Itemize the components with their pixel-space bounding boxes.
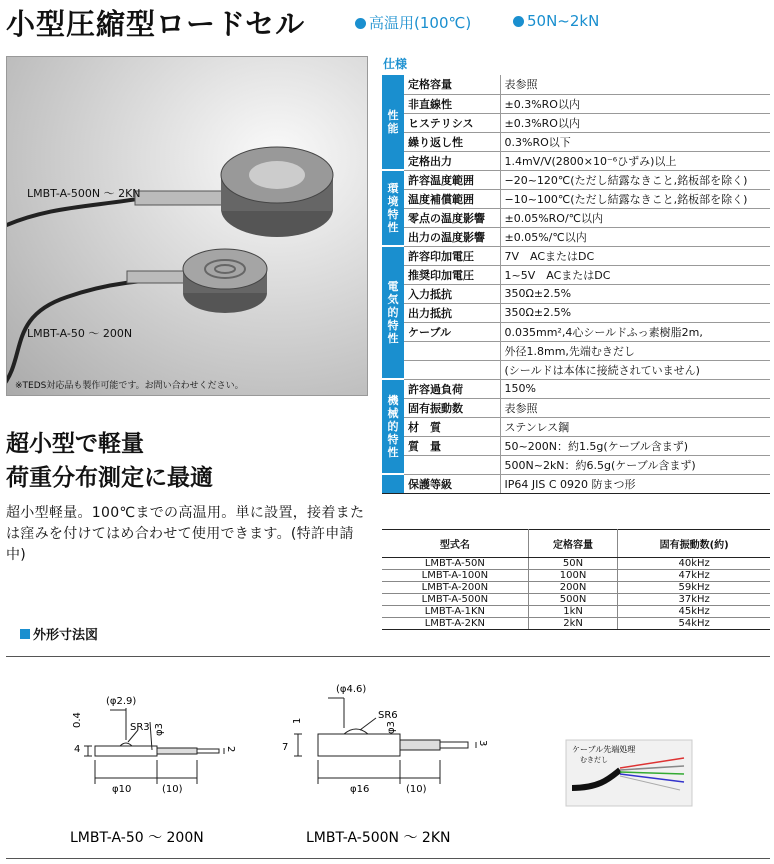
small-boss-diameter: (φ2.9) bbox=[106, 696, 137, 707]
large-end-height: 3 bbox=[477, 740, 488, 747]
spec-key: 推奨印加電圧 bbox=[404, 265, 500, 284]
spec-key: 定格出力 bbox=[404, 151, 500, 170]
spec-key bbox=[404, 455, 500, 474]
spec-value: 0.035mm²,4心シールドふっ素樹脂2m, bbox=[500, 322, 770, 341]
spec-row bbox=[382, 189, 770, 208]
spec-row bbox=[382, 455, 770, 474]
cable-end-title: ケーブル先端処理 bbox=[572, 745, 636, 754]
spec-row bbox=[382, 417, 770, 436]
spec-row bbox=[382, 132, 770, 151]
large-body-height: 7 bbox=[282, 742, 289, 753]
large-sphere-radius: SR6 bbox=[378, 710, 398, 721]
spec-row bbox=[382, 379, 770, 398]
spec-value: ±0.05%RO/℃以内 bbox=[500, 208, 770, 227]
spec-key: 許容印加電圧 bbox=[404, 246, 500, 265]
description: 超小型軽量。100℃までの高温用。単に設置，接着または窪みを付けてはめ合わせて使用できます。(特許申請中) bbox=[6, 505, 365, 563]
spec-group-label: 機械的特性 bbox=[382, 379, 404, 474]
large-cable-diameter: φ3 bbox=[386, 721, 397, 734]
bullet-icon bbox=[355, 18, 366, 29]
spec-key: 許容温度範囲 bbox=[404, 170, 500, 189]
spec-value: 0.3%RO以下 bbox=[500, 132, 770, 151]
model-cell: 200N bbox=[528, 582, 618, 594]
headline-line-1: 超小型で軽量 bbox=[6, 431, 144, 457]
bullet-icon bbox=[513, 16, 524, 27]
spec-row bbox=[382, 170, 770, 189]
spec-key: 温度補償範囲 bbox=[404, 189, 500, 208]
model-cell: 40kHz bbox=[618, 558, 770, 570]
model-row bbox=[382, 618, 770, 630]
spec-table bbox=[382, 75, 770, 494]
spec-key: 零点の温度影響 bbox=[404, 208, 500, 227]
spec-value: ステンレス鋼 bbox=[500, 417, 770, 436]
spec-key: ヒステリシス bbox=[404, 113, 500, 132]
spec-row bbox=[382, 360, 770, 379]
spec-value: 350Ω±2.5% bbox=[500, 303, 770, 322]
small-body-height: 4 bbox=[74, 744, 81, 755]
spec-key: 出力の温度影響 bbox=[404, 227, 500, 246]
spec-value: (シールドは本体に接続されていません) bbox=[500, 360, 770, 379]
small-end-height: 2 bbox=[225, 746, 236, 753]
spec-value: 1.4mV/V(2800×10⁻⁶ひずみ)以上 bbox=[500, 151, 770, 170]
spec-row bbox=[382, 398, 770, 417]
model-cell: LMBT-A-50N bbox=[382, 558, 528, 570]
photo-label-large: LMBT-A-500N ～ 2KN bbox=[27, 187, 141, 200]
spec-key: 非直線性 bbox=[404, 94, 500, 113]
large-model-caption: LMBT-A-500N ～ 2KN bbox=[306, 830, 451, 846]
spec-row bbox=[382, 227, 770, 246]
model-row bbox=[382, 606, 770, 618]
spec-key: 繰り返し性 bbox=[404, 132, 500, 151]
spec-value: ±0.05%/℃以内 bbox=[500, 227, 770, 246]
model-cell: 1kN bbox=[528, 606, 618, 618]
teds-note: ※TEDS対応品も製作可能です。お問い合わせください。 bbox=[15, 381, 244, 391]
spec-row bbox=[382, 113, 770, 132]
spec-key bbox=[404, 341, 500, 360]
model-row bbox=[382, 594, 770, 606]
headline bbox=[6, 427, 213, 495]
spec-row bbox=[382, 303, 770, 322]
spec-value: 150% bbox=[500, 379, 770, 398]
model-cell: 45kHz bbox=[618, 606, 770, 618]
spec-row bbox=[382, 436, 770, 455]
small-model-drawing bbox=[84, 708, 224, 784]
headline-line-2: 荷重分布測定に最適 bbox=[6, 465, 213, 491]
small-length: (10) bbox=[162, 784, 183, 795]
spec-row bbox=[382, 284, 770, 303]
small-model-caption: LMBT-A-50 ～ 200N bbox=[70, 830, 204, 846]
spec-value: −20~120℃(ただし結露なきこと,銘板部を除く) bbox=[500, 170, 770, 189]
small-cable-diameter: φ3 bbox=[154, 723, 165, 736]
large-boss-height: 1 bbox=[292, 717, 303, 724]
spec-row bbox=[382, 322, 770, 341]
large-boss-diameter: (φ4.6) bbox=[336, 684, 367, 695]
spec-key: 定格容量 bbox=[404, 75, 500, 94]
spec-key: 出力抵抗 bbox=[404, 303, 500, 322]
spec-row bbox=[382, 75, 770, 94]
small-sphere-radius: SR3 bbox=[130, 722, 150, 733]
model-cell: LMBT-A-1KN bbox=[382, 606, 528, 618]
spec-key: 材 質 bbox=[404, 417, 500, 436]
model-cell: 54kHz bbox=[618, 618, 770, 630]
spec-group-blank bbox=[382, 474, 404, 493]
spec-title: 仕様 bbox=[383, 57, 408, 71]
spec-key: 入力抵抗 bbox=[404, 284, 500, 303]
spec-value: 表参照 bbox=[500, 75, 770, 94]
spec-key bbox=[404, 360, 500, 379]
large-body-diameter: φ16 bbox=[350, 784, 370, 795]
spec-row bbox=[382, 151, 770, 170]
model-cell: 50N bbox=[528, 558, 618, 570]
spec-key: ケーブル bbox=[404, 322, 500, 341]
spec-value: 外径1.8mm,先端むきだし bbox=[500, 341, 770, 360]
model-cell: 37kHz bbox=[618, 594, 770, 606]
dimension-title-label: 外形寸法図 bbox=[33, 628, 99, 643]
spec-row bbox=[382, 94, 770, 113]
temperature-tag bbox=[355, 12, 471, 33]
spec-row bbox=[382, 208, 770, 227]
capacity-tag-label: 50N~2kN bbox=[527, 12, 600, 30]
load-cell-illustration bbox=[7, 57, 368, 396]
spec-value: ±0.3%RO以内 bbox=[500, 113, 770, 132]
page-title: 小型圧縮型ロードセル bbox=[6, 7, 306, 41]
bottom-divider bbox=[6, 858, 770, 859]
spec-value: 1~5V ACまたはDC bbox=[500, 265, 770, 284]
square-bullet-icon bbox=[20, 629, 30, 639]
model-header: 定格容量 bbox=[528, 530, 618, 558]
cable-end-subtitle: むきだし bbox=[580, 756, 608, 764]
divider bbox=[6, 656, 770, 657]
spec-value: 500N~2kN：約6.5g(ケーブル含まず) bbox=[500, 455, 770, 474]
spec-group-label: 性能 bbox=[382, 75, 404, 170]
photo-label-small: LMBT-A-50 ～ 200N bbox=[27, 327, 133, 340]
model-cell: 59kHz bbox=[618, 582, 770, 594]
spec-value: 50~200N：約1.5g(ケーブル含まず) bbox=[500, 436, 770, 455]
spec-key: 質 量 bbox=[404, 436, 500, 455]
spec-value: IP64 JIS C 0920 防まつ形 bbox=[500, 474, 770, 493]
model-table bbox=[382, 529, 770, 630]
spec-value: 表参照 bbox=[500, 398, 770, 417]
spec-value: −10~100℃(ただし結露なきこと,銘板部を除く) bbox=[500, 189, 770, 208]
model-header: 型式名 bbox=[382, 530, 528, 558]
small-boss-height: 0.4 bbox=[72, 712, 83, 728]
spec-row-protection bbox=[382, 474, 770, 493]
spec-value: 7V ACまたはDC bbox=[500, 246, 770, 265]
spec-group-label: 環境特性 bbox=[382, 170, 404, 246]
spec-value: ±0.3%RO以内 bbox=[500, 94, 770, 113]
model-cell: 2kN bbox=[528, 618, 618, 630]
large-length: (10) bbox=[406, 784, 427, 795]
dimension-title bbox=[20, 624, 98, 643]
spec-key: 保護等級 bbox=[404, 474, 500, 493]
model-header: 固有振動数(約) bbox=[618, 530, 770, 558]
model-cell: 500N bbox=[528, 594, 618, 606]
model-row bbox=[382, 582, 770, 594]
spec-key: 固有振動数 bbox=[404, 398, 500, 417]
product-photo bbox=[6, 56, 368, 396]
model-cell: 47kHz bbox=[618, 570, 770, 582]
small-body-diameter: φ10 bbox=[112, 784, 132, 795]
dimension-drawing bbox=[0, 660, 774, 858]
spec-row bbox=[382, 246, 770, 265]
spec-group-label: 電気的特性 bbox=[382, 246, 404, 379]
spec-row bbox=[382, 265, 770, 284]
spec-value: 350Ω±2.5% bbox=[500, 284, 770, 303]
temperature-tag-label: 高温用(100℃) bbox=[369, 14, 472, 32]
spec-row bbox=[382, 341, 770, 360]
model-cell: LMBT-A-200N bbox=[382, 582, 528, 594]
model-row bbox=[382, 558, 770, 570]
model-row bbox=[382, 570, 770, 582]
model-cell: LMBT-A-100N bbox=[382, 570, 528, 582]
spec-key: 許容過負荷 bbox=[404, 379, 500, 398]
model-cell: LMBT-A-2KN bbox=[382, 618, 528, 630]
capacity-tag bbox=[513, 12, 599, 30]
model-cell: 100N bbox=[528, 570, 618, 582]
model-cell: LMBT-A-500N bbox=[382, 594, 528, 606]
